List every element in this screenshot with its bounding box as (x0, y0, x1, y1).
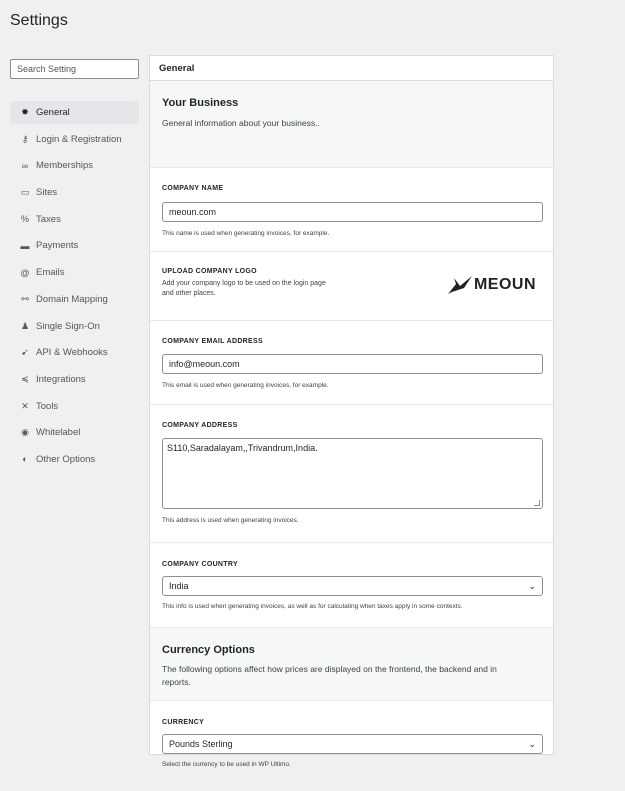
sidebar-item-payments[interactable] (10, 234, 139, 257)
company-name-field (150, 168, 553, 252)
sidebar-item-label: API & Webhooks (36, 347, 108, 359)
chevron-down-icon: ⌄ (528, 580, 536, 591)
currency-section-header (150, 628, 553, 701)
field-help: This address is used when generating invoices. (162, 517, 299, 524)
sidebar-item-single-sign-on[interactable] (10, 315, 139, 338)
sidebar-item-emails[interactable] (10, 261, 139, 284)
sidebar-item-label: Sites (36, 187, 58, 199)
company-email-input[interactable]: info@meoun.com (162, 354, 543, 374)
sidebar-item-general[interactable] (10, 101, 139, 124)
company-name-input[interactable]: meoun.com (162, 202, 543, 222)
field-help: This name is used when generating invoices, for example. (162, 230, 330, 237)
sidebar-item-api-webhooks[interactable] (10, 341, 139, 364)
business-section-header (150, 81, 553, 168)
section-description-line: The following options affect how prices are displayed on the frontend, the backend and in (162, 664, 497, 674)
select-value: Pounds Sterling (169, 739, 233, 749)
select-value: India (169, 581, 189, 591)
user-key-icon: ♟ (20, 320, 30, 331)
company-logo-text: MEOUN (473, 276, 536, 293)
company-logo-upload[interactable] (446, 274, 536, 296)
company-address-field (150, 405, 553, 543)
field-help: This email is used when generating invoices, for example. (162, 382, 329, 389)
browser-icon: ▭ (20, 187, 30, 198)
sidebar-item-memberships[interactable] (10, 154, 139, 177)
eye-icon: ◉ (21, 427, 29, 438)
section-description (162, 663, 541, 689)
resize-handle-icon[interactable] (534, 500, 540, 506)
gear-icon: ✹ (21, 107, 29, 117)
sidebar-item-other-options[interactable] (10, 448, 139, 471)
field-help: Select the currency to be used in WP Ultimo. (162, 761, 291, 768)
company-address-value: S110,Saradalayam,,Trivandrum,India. (167, 443, 318, 453)
sidebar-item-integrations[interactable] (10, 368, 139, 391)
sidebar-item-label: Emails (36, 267, 65, 279)
section-description: General information about your business.. (162, 118, 320, 128)
sidebar-item-label: Payments (36, 240, 79, 252)
company-address-textarea[interactable] (162, 438, 543, 509)
page-title: Settings (10, 12, 68, 29)
settings-panel (149, 55, 554, 768)
field-label: UPLOAD COMPANY LOGO (162, 268, 257, 275)
field-label: COMPANY ADDRESS (162, 422, 238, 429)
sidebar-item-label: Other Options (36, 453, 96, 465)
sidebar-item-label: Taxes (36, 213, 61, 225)
field-description: Add your company logo to be used on the login page (162, 280, 326, 287)
company-email-field (150, 321, 553, 405)
sidebar-item-label: Single Sign-On (36, 320, 100, 332)
company-country-select[interactable] (162, 576, 543, 596)
search-input[interactable] (10, 59, 139, 79)
currency-field (150, 701, 553, 791)
company-logo-field (150, 252, 553, 321)
company-country-field (150, 543, 553, 628)
sidebar-item-taxes[interactable] (10, 208, 139, 231)
key-icon: ⚷ (21, 133, 29, 144)
integrations-icon: ≼ (21, 373, 29, 384)
sidebar-item-label: General (36, 107, 70, 118)
field-label: COMPANY NAME (162, 185, 224, 192)
sidebar-item-label: Memberships (36, 160, 94, 172)
sidebar-item-label: Whitelabel (36, 427, 81, 439)
sidebar-item-label: Login & Registration (36, 133, 122, 145)
field-help: This info is used when generating invoices, as well as for calculating when taxes apply in some contexts. (162, 603, 463, 610)
link-icon: ⚯ (21, 293, 29, 304)
sidebar-item-label: Integrations (36, 373, 86, 385)
paper-plane-icon: ➹ (21, 347, 29, 358)
toggle-icon: ◐ (22, 454, 28, 465)
panel-header: General (150, 56, 553, 81)
sidebar-item-label: Domain Mapping (36, 293, 108, 305)
sidebar-item-sites[interactable] (10, 181, 139, 204)
sidebar-item-whitelabel[interactable] (10, 421, 139, 444)
sidebar-item-label: Tools (36, 400, 59, 412)
sidebar-item-domain-mapping[interactable] (10, 288, 139, 311)
percent-icon: % (20, 214, 29, 225)
sidebar-item-tools[interactable] (10, 395, 139, 418)
company-logo-mark (446, 274, 474, 296)
chevron-down-icon: ⌄ (528, 738, 536, 749)
field-label: CURRENCY (162, 719, 205, 726)
field-label: COMPANY EMAIL ADDRESS (162, 338, 263, 345)
credit-card-icon: ▬ (20, 240, 30, 251)
at-icon: @ (20, 267, 30, 278)
field-description: and other places. (162, 290, 216, 297)
section-title: Your Business (162, 97, 239, 109)
infinity-icon: ∞ (21, 160, 29, 171)
section-title: Currency Options (162, 644, 255, 656)
tools-icon: ✕ (21, 400, 29, 411)
settings-nav (10, 101, 139, 475)
currency-select[interactable] (162, 734, 543, 754)
field-label: COMPANY COUNTRY (162, 561, 238, 568)
sidebar-item-login-registration[interactable] (10, 128, 139, 151)
section-description-line: reports. (162, 677, 191, 687)
